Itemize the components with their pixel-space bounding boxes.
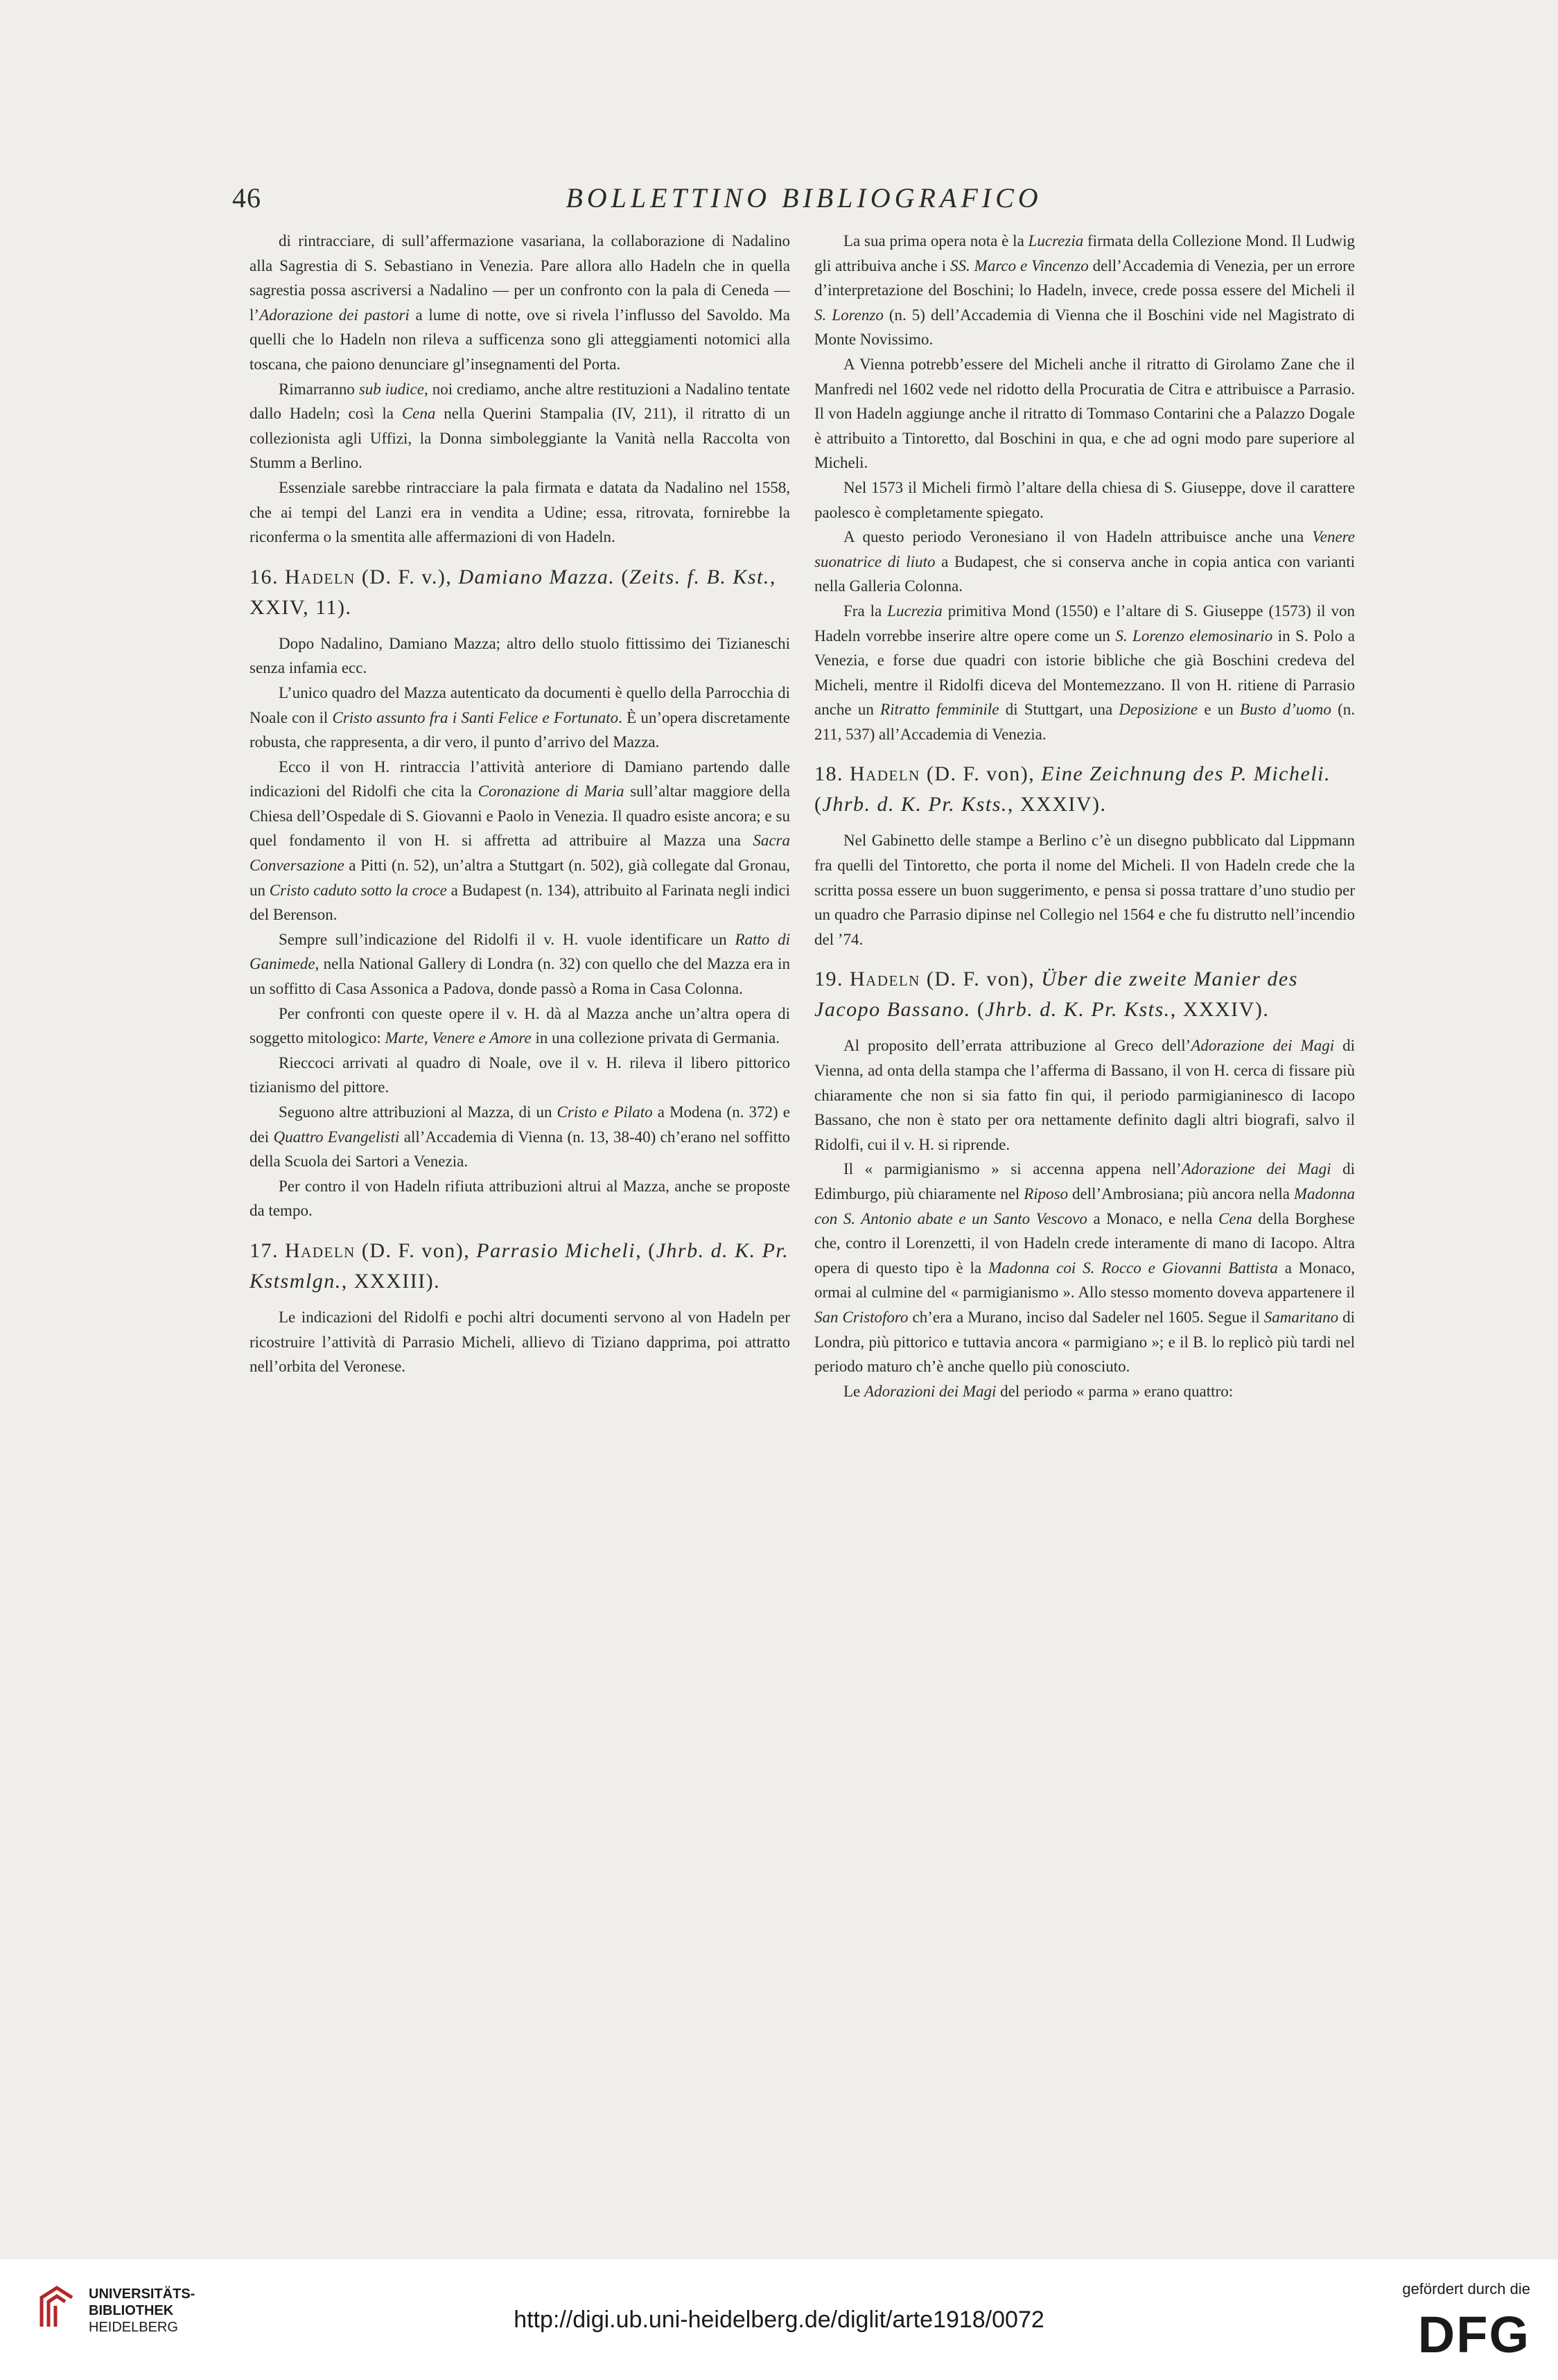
left-section-heading: 16. Hadeln (D. F. v.), Damiano Mazza. (Zeits. f. B. Kst., XXIV, 11). [250, 565, 776, 619]
left-paragraph: di rintracciare, di sull’affermazione vasariana, la collaborazione di Nadalino alla Sagrestia di S. Sebastiano in Venezia. Pare allora allo Hadeln che in quella sagrestia possa ascriversi a Nadalino — per un confronto con la pala di Ceneda — l’Adorazione dei pastori a lume di notte, ove si rivela l’influsso del Savoldo. Ma quelli che lo Hadeln non rileva a sufficenza sono gli atteggiamenti notomici alla toscana, che paiono denunciare gl’insegnamenti del Porta. [250, 232, 790, 373]
left-paragraph: Per contro il von Hadeln rifiuta attribuzioni altrui al Mazza, anche se proposte da tempo. [250, 1177, 790, 1220]
right-section-heading: 19. Hadeln (D. F. von), Über die zweite Manier des Jacopo Bassano. (Jhrb. d. K. Pr. Ksts., XXXIV). [814, 968, 1298, 1022]
library-name-line3: HEIDELBERG [89, 2320, 178, 2335]
left-section-heading: 17. Hadeln (D. F. von), Parrasio Micheli, (Jhrb. d. K. Pr. Kstsmlgn., XXXIII). [250, 1239, 789, 1293]
digitization-footer [0, 2259, 1558, 2380]
right-paragraph: A questo periodo Veronesiano il von Hadeln attribuisce anche una Venere suonatrice di liuto a Budapest, che si conserva anche in copia antica con varianti nella Galleria Colonna. [814, 528, 1355, 595]
right-paragraph: Al proposito dell’errata attribuzione al Greco dell’Adorazione dei Magi di Vienna, ad onta della stampa che l’afferma di Bassano, il von H. cerca di fissare più chiaramente che non si sia fatto fin qui, il periodo parmigianinesco di Iacopo Bassano, che non è stato per ora nettamente definito dagli altri biografi, salvo il Ridolfi, cui il v. H. si riprende. [814, 1037, 1356, 1153]
page-number: 46 [232, 182, 261, 213]
right-paragraph: Fra la Lucrezia primitiva Mond (1550) e l’altare di S. Giuseppe (1573) il von Hadeln vorrebbe inserire altre opere come un S. Lorenzo elemosinario in S. Polo a Venezia, e forse due quadri con istorie bibliche che già Boschini credeva del Micheli, mentre il Ridolfi diceva del Montemezzano. Il von H. ritiene di Parrasio anche un Ritratto femminile di Stuttgart, una Deposizione e un Busto d’uomo (n. 211, 537) all’Accademia di Venezia. [814, 602, 1355, 743]
left-text-column [250, 229, 790, 1379]
right-paragraph: Le Adorazioni dei Magi del periodo « parma » erano quattro: [843, 1382, 1234, 1400]
left-paragraph: Rieccoci arrivati al quadro di Noale, ove il v. H. rileva il libero pittorico tizianismo del pittore. [250, 1053, 790, 1096]
right-paragraph: La sua prima opera nota è la Lucrezia firmata della Collezione Mond. Il Ludwig gli attribuiva anche i SS. Marco e Vincenzo dell’Accademia di Venezia, per un errore d’interpretazione del Boschini; lo Hadeln, invece, crede possa essere del Micheli il S. Lorenzo (n. 5) dell’Accademia di Vienna che il Boschini vide nel Magistrato di Monte Novissimo. [814, 232, 1356, 349]
dfg-logo: DFG [1417, 2306, 1530, 2363]
right-paragraph: Nel 1573 il Micheli firmò l’altare della chiesa di S. Giuseppe, dove il carattere paolesco è completamente spiegato. [814, 478, 1355, 521]
running-title: BOLLETTINO BIBLIOGRAFICO [566, 182, 1042, 213]
funded-by-label: gefördert durch die [1402, 2280, 1530, 2298]
right-section-heading: 18. Hadeln (D. F. von), Eine Zeichnung des P. Micheli. (Jhrb. d. K. Pr. Ksts., XXXIV). [814, 762, 1331, 816]
right-paragraph: Nel Gabinetto delle stampe a Berlino c’è un disegno pubblicato dal Lippmann fra quelli del Tintoretto, che porta il nome del Micheli. Il von Hadeln crede che la scritta possa essere un buon suggerimento, e pensa si possa trattare d’uno studio per un quadro che Parrasio dipinse nel Collegio nel 1564 e che fu distrutto nell’incendio del ’74. [814, 832, 1355, 948]
left-paragraph: Ecco il von H. rintraccia l’attività anteriore di Damiano partendo dalle indicazioni del Ridolfi che cita la Coronazione di Maria sull’altar maggiore della Chiesa dell’Ospedale di S. Giovanni e Paolo in Venezia. Il quadro esiste ancora; e su quel fondamento il von H. si affretta ad attribuire al Mazza una Sacra Conversazione a Pitti (n. 52), un’altra a Stuttgart (n. 502), già collegate dal Gronau, un Cristo caduto sotto la croce a Budapest (n. 134), attribuito al Farinata negli indici del Berenson. [250, 758, 791, 924]
left-paragraph: Sempre sull’indicazione del Ridolfi il v. H. vuole identificare un Ratto di Ganimede, nella National Gallery di Londra (n. 32) con quello che del Mazza era in un soffitto di Casa Assonica a Padova, donde passò a Roma in Casa Colonna. [250, 930, 790, 998]
left-paragraph: L’unico quadro del Mazza autenticato da documenti è quello della Parrocchia di Noale con il Cristo assunto fra i Santi Felice e Fortunato. È un’opera discretamente robusta, che rappresenta, a dir vero, il punto d’arrivo del Mazza. [250, 683, 790, 751]
left-paragraph: Le indicazioni del Ridolfi e pochi altri documenti servono al von Hadeln per ricostruire l’attività di Parrasio Micheli, allievo di Tiziano dapprima, poi attratto nell’orbita del Veronese. [250, 1308, 790, 1376]
left-paragraph: Per confronti con queste opere il v. H. dà al Mazza anche un’altra opera di soggetto mitologico: Marte, Venere e Amore in una collezione privata di Germania. [250, 1004, 790, 1047]
right-text-column [814, 229, 1355, 1403]
left-paragraph: Essenziale sarebbe rintracciare la pala firmata e datata da Nadalino nel 1558, che ai tempi del Lanzi era in vendita a Udine; essa, ritrovata, fornirebbe la riconferma o la smentita alle affermazioni di von Hadeln. [250, 478, 790, 546]
library-name-line1: UNIVERSITÄTS- [89, 2286, 195, 2302]
right-paragraph: Il « parmigianismo » si accenna appena nell’Adorazione dei Magi di Edimburgo, più chiaramente nel Riposo dell’Ambrosiana; più ancora nella Madonna con S. Antonio abate e un Santo Vescovo a Monaco, e nella Cena della Borghese che, contro il Lorenzetti, il von Hadeln crede interamente di mano di Iacopo. Altra opera di questo tipo è la Madonna coi S. Rocco e Giovanni Battista a Monaco, ormai al culmine del « parmigianismo ». Allo stesso momento doveva appartenere il San Cristoforo ch’era a Murano, inciso dal Sadeler nel 1605. Segue il Samaritano di Londra, più pittorico e tuttavia ancora « parmigiano »; e il B. lo replicò più tardi nel periodo maturo ch’è anche quello più conosciuto. [814, 1160, 1356, 1376]
left-paragraph: Dopo Nadalino, Damiano Mazza; altro dello stuolo fittissimo dei Tizianeschi senza infamia ecc. [250, 634, 790, 677]
page-header [232, 182, 1376, 223]
left-paragraph: Seguono altre attribuzioni al Mazza, di un Cristo e Pilato a Modena (n. 372) e dei Quattro Evangelisti all’Accademia di Vienna (n. 13, 38-40) ch’erano nel soffitto della Scuola dei Sartori a Venezia. [250, 1103, 790, 1171]
source-url-link[interactable]: http://digi.ub.uni-heidelberg.de/diglit/arte1918/0072 [514, 2307, 1044, 2333]
right-paragraph: A Vienna potrebb’essere del Micheli anche il ritratto di Girolamo Zane che il Manfredi nel 1602 vede nel ridotto della Procuratia de Citra e attribuisce a Parrasio. Il von Hadeln aggiunge anche il ritratto di Tommaso Contarini che a Palazzo Dogale è attribuito a Tintoretto, dal Boschini in qua, e che ad ogni modo pare superiore al Micheli. [814, 355, 1355, 472]
left-paragraph: Rimarranno sub iudice, noi crediamo, anche altre restituzioni a Nadalino tentate dallo Hadeln; così la Cena nella Querini Stampalia (IV, 211), il ritratto di un collezionista agli Uffizi, la Donna simboleggiante la Vanità nella Raccolta von Stumm a Berlino. [250, 380, 790, 472]
library-name-line2: BIBLIOTHEK [89, 2303, 174, 2318]
